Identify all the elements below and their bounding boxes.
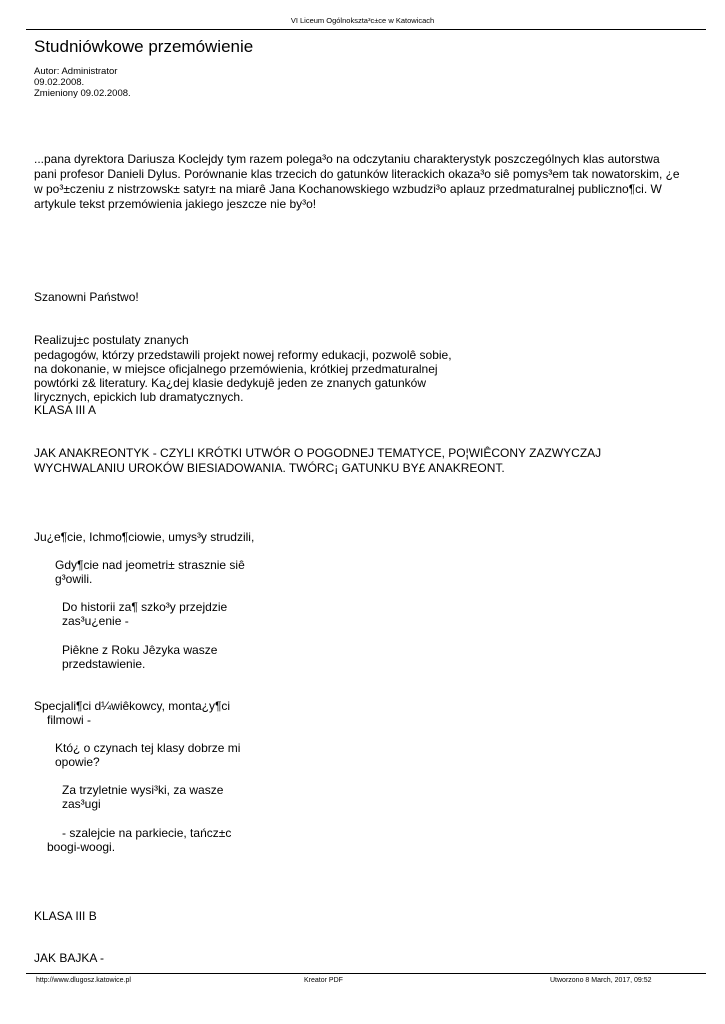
author-line: Autor: Administrator bbox=[34, 66, 118, 77]
poem-line: boogi-woogi. bbox=[47, 840, 116, 854]
poem-line: Któ¿ o czynach tej klasy dobrze mi bbox=[55, 741, 241, 755]
poem-line: Specjali¶ci d¼wiêkowcy, monta¿y¶ci bbox=[34, 699, 231, 713]
poem-line: Gdy¶cie nad jeometri± strasznie siê bbox=[55, 558, 245, 572]
page-title: Studniówkowe przemówienie bbox=[34, 37, 254, 56]
speech-line: na dokonanie, w miejsce oficjalnego przemówienia, krótkiej przedmaturalnej bbox=[34, 362, 438, 376]
intro-line: artykule tekst przemówienia jakiego jeszcze nie by³o! bbox=[34, 197, 317, 211]
poem-line: Za trzyletnie wysi³ki, za wasze bbox=[62, 783, 224, 797]
poem-line: Piêkne z Roku Jêzyka wasze bbox=[62, 643, 218, 657]
header-rule bbox=[26, 29, 706, 30]
poem-line: filmowi - bbox=[47, 713, 91, 727]
footer-url-link[interactable]: http://www.dlugosz.katowice.pl bbox=[36, 977, 131, 984]
page-header: VI Liceum Ogólnokszta³c±ce w Katowicach bbox=[290, 16, 435, 25]
genre-line: WYCHWALANIU UROKÓW BIESIADOWANIA. TWÓRC¡ GATUNKU BY£ ANAKREONT. bbox=[34, 461, 505, 475]
publish-date: 09.02.2008. bbox=[34, 77, 85, 88]
intro-line: ...pana dyrektora Dariusza Koclejdy tym razem polega³o na odczytaniu charakterystyk poszczególnych klas autorstwa bbox=[34, 152, 660, 166]
speech-line: pedagogów, którzy przedstawili projekt nowej reformy edukacji, pozwolê sobie, bbox=[34, 348, 452, 362]
poem-line: Ju¿e¶cie, Ichmo¶ciowie, umys³y strudzili, bbox=[34, 530, 255, 544]
speech-line: Realizuj±c postulaty znanych bbox=[34, 333, 189, 347]
greeting: Szanowni Państwo! bbox=[34, 290, 139, 304]
poem-line: opowie? bbox=[55, 755, 100, 769]
poem-line: g³owili. bbox=[55, 572, 93, 586]
poem-line: przedstawienie. bbox=[62, 657, 146, 671]
speech-line: powtórki z& literatury. Ka¿dej klasie dedykujê jeden ze znanych gatunków bbox=[34, 376, 426, 390]
poem-line: zas³ugi bbox=[62, 797, 101, 811]
footer-generator: Kreator PDF bbox=[304, 977, 343, 984]
speech-line: lirycznych, epickich lub dramatycznych. bbox=[34, 390, 244, 404]
class-heading: KLASA III A bbox=[34, 403, 97, 417]
poem-line: - szalejcie na parkiecie, tańcz±c bbox=[62, 826, 232, 840]
poem-line: zas³u¿enie - bbox=[62, 614, 129, 628]
class-heading: KLASA III B bbox=[34, 909, 97, 923]
modified-date: Zmieniony 09.02.2008. bbox=[34, 88, 131, 99]
poem-line: Do historii za¶ szko³y przejdzie bbox=[62, 600, 228, 614]
genre-line: JAK ANAKREONTYK - CZYLI KRÓTKI UTWÓR O POGODNEJ TEMATYCE, PO¦WIÊCONY ZAZWYCZAJ bbox=[34, 446, 602, 460]
genre-line: JAK BAJKA - bbox=[34, 951, 105, 965]
footer-rule bbox=[26, 973, 706, 974]
intro-line: w po³±czeniu z nistrzowsk± satyr± na miarê Jana Kochanowskiego wzbudzi³o aplauz przedmaturalnej publiczno¶ci. W bbox=[34, 182, 662, 196]
intro-line: pani profesor Danieli Dylus. Porównanie klas trzecich do gatunków literackich okaza³o siê pomys³em tak nowatorskim, ¿e bbox=[34, 167, 680, 181]
footer-created-date: Utworzono 8 March, 2017, 09:52 bbox=[550, 977, 652, 984]
